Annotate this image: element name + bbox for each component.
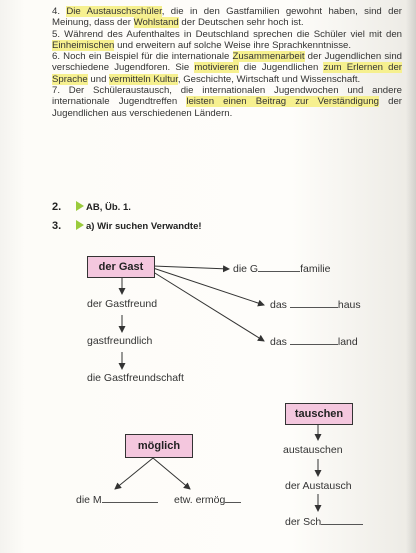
text-segment: und erweitern auf solche Weise ihre Sprachkenntnisse.	[114, 39, 352, 51]
word-ermoeglichen	[174, 493, 241, 506]
arrow-gast-to-land	[150, 270, 264, 341]
word-gastfreundschaft: die Gastfreundschaft	[87, 372, 184, 384]
text-segment: 5. Während des Aufenthaltes in Deutschland sprechen die Schüler viel mit den	[52, 28, 402, 40]
fill-blank[interactable]	[290, 335, 338, 345]
word-sch-blank	[285, 515, 363, 528]
word-gasthaus-prefix: das	[270, 299, 287, 311]
word-moeglichkeit-prefix: die M	[76, 494, 102, 506]
text-segment: der Jugendlichen sind verschiedene Jugendforen. Sie	[52, 51, 402, 74]
text-segment: 6. Noch ein Beispiel für die internationale	[52, 51, 233, 63]
highlighted-phrase: vermitteln Kultur	[109, 73, 178, 85]
word-gastfreund: der Gastfreund	[87, 298, 158, 310]
text-segment: , Geschichte, Wirtschaft und Wissenschaft.	[177, 73, 361, 85]
highlighted-phrase: leisten einen Beitrag zur Verständigung	[186, 96, 380, 108]
highlighted-phrase: motivieren	[194, 62, 239, 74]
exercise-2-label: AB, Üb. 1.	[86, 202, 131, 213]
highlighted-phrase: Wohlstand	[133, 17, 179, 29]
exercise-3-number: 3.	[52, 220, 62, 232]
word-gastfamilie	[233, 262, 330, 275]
word-ermoeglichen-prefix: etw. ermög	[174, 494, 226, 506]
word-austausch: der Austausch	[285, 480, 352, 492]
word-gastland-suffix: land	[337, 336, 358, 348]
word-gastfamilie-prefix: die G	[233, 263, 259, 275]
root-box-tauschen: tauschen	[285, 403, 353, 425]
arrow-gast-to-familie	[153, 266, 229, 269]
text-segment: 4.	[52, 6, 67, 17]
fill-blank[interactable]	[258, 262, 300, 272]
word-gastfamilie-suffix: familie	[300, 263, 331, 275]
fill-blank[interactable]	[102, 493, 158, 503]
word-gastfreundlich: gastfreundlich	[87, 335, 153, 347]
word-gasthaus	[270, 298, 361, 311]
text-segment: der Deutschen sehr hoch ist.	[178, 17, 304, 29]
highlighted-phrase: Einheimischen	[52, 39, 115, 51]
root-box-gast: der Gast	[87, 256, 155, 278]
highlighted-phrase: Die Austauschschüler	[66, 6, 162, 17]
exercise-3-label: a) Wir suchen Verwandte!	[86, 221, 202, 232]
highlighted-phrase: Zusammenarbeit	[232, 51, 305, 63]
word-gastland	[270, 335, 358, 348]
fill-blank[interactable]	[321, 515, 363, 525]
text-segment: die Jugendlichen	[238, 62, 324, 74]
word-gastland-prefix: das	[270, 336, 287, 348]
fill-blank[interactable]	[225, 493, 241, 503]
word-austauschen: austauschen	[283, 444, 343, 456]
text-segment: , die in den Gastfamilien gewohnt haben, sind der Meinung, dass der	[52, 6, 402, 29]
root-box-moeglich: möglich	[125, 434, 193, 458]
word-moeglichkeit	[76, 493, 158, 506]
text-segment: der Jugendlichen aus verschiedenen Ländern.	[52, 96, 403, 119]
word-gasthaus-suffix: haus	[337, 299, 361, 311]
word-sch-prefix: der Sch	[285, 516, 322, 528]
fill-blank[interactable]	[290, 298, 338, 308]
text-segment: und	[87, 73, 110, 85]
exercise-2-number: 2.	[52, 201, 62, 213]
text-segment: 7. Der Schüleraustausch, die internationalen Jugendwochen und andere internationale Jugendtreffen	[52, 85, 402, 108]
arrow-moeglich-to-ermoeg	[153, 458, 190, 489]
highlighted-phrase: zum Erlernen der Sprache	[52, 62, 403, 85]
arrow-moeglich-to-m	[115, 458, 153, 489]
